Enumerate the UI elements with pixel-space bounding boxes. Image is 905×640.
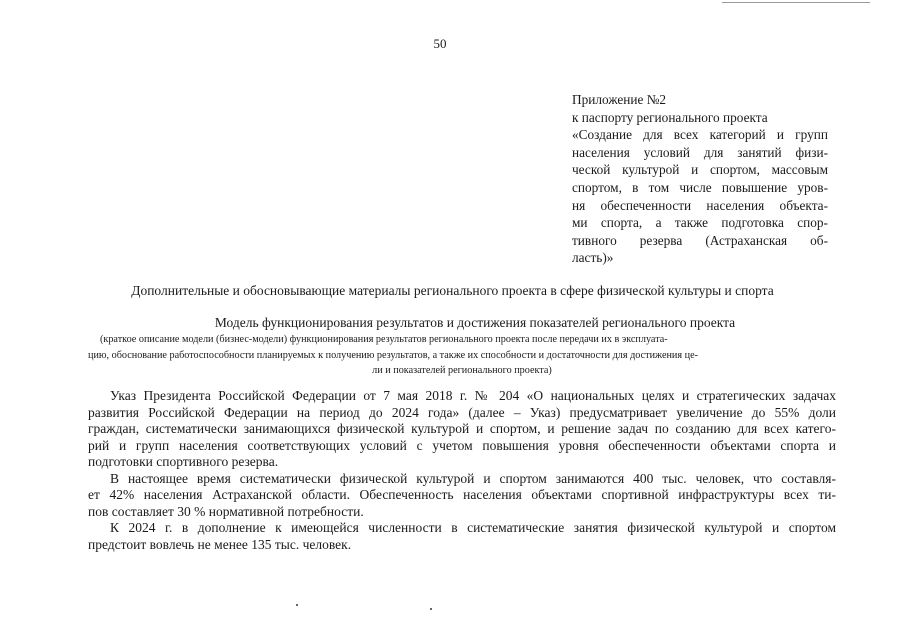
paragraph	[88, 520, 836, 553]
top-edge-line	[722, 2, 870, 3]
model-title: Модель функционирования результатов и достижения показателей регионального проекта	[214, 315, 736, 330]
appendix-line: ми спорта, а также подготовка спор-	[572, 215, 828, 231]
paragraph-line: граждан, систематически занимающихся физической культурой и спортом, и решение задач по созданию для всех катего-	[88, 421, 836, 436]
paragraph-line: предстоит вовлечь не менее 135 тыс. человек.	[88, 536, 352, 552]
paragraph	[88, 388, 836, 471]
appendix-line: спортом, в том числе повышение уров-	[572, 179, 828, 195]
appendix-line: тивного резерва (Астраханская об-	[572, 232, 828, 248]
paragraph-line: подготовки спортивного резерва.	[88, 454, 279, 469]
paragraph	[88, 471, 836, 521]
appendix-line: населения условий для занятий физи-	[572, 144, 828, 160]
section-title: Дополнительные и обосновывающие материалы регионального проекта в сфере физической культуры и спорта	[131, 283, 774, 298]
appendix-line: ласть)»	[572, 250, 614, 266]
model-description-line: цию, обоснование работоспособности планируемых к получению результатов, а также их способности и достаточности для достижения це-	[88, 349, 698, 361]
paragraph-line: К 2024 г. в дополнение к имеющейся численности в систематические занятия физической культурой и спортом	[110, 520, 836, 535]
model-description-line: ли и показателей регионального проекта)	[372, 365, 552, 376]
appendix-line: «Создание для всех категорий и групп	[572, 127, 828, 143]
appendix-line: к паспорту регионального проекта	[572, 109, 768, 125]
paragraph-line: рий и групп населения соответствующих условий с учетом повышения уровня обеспеченности объектами спорта и	[88, 437, 836, 453]
appendix-line: ческой культурой и спортом, массовым	[572, 162, 828, 178]
paragraph-line: Указ Президента Российской Федерации от 7 мая 2018 г. № 204 «О национальных целях и стратегических задачах	[110, 388, 836, 403]
paragraph-line: пов составляет 30 % нормативной потребности.	[88, 503, 364, 519]
model-description	[88, 332, 836, 379]
scan-speck	[430, 608, 432, 610]
appendix-line: ня обеспеченности населения объекта-	[572, 197, 828, 213]
appendix-line: Приложение №2	[572, 92, 667, 107]
paragraph-line: ет 42% населения Астраханской области. Обеспеченность населения объектами спортивной инфраструктуры всех ти-	[88, 487, 836, 502]
scan-speck	[296, 604, 298, 606]
body-text	[88, 388, 836, 553]
model-description-line: (краткое описание модели (бизнес-модели) функционирования результатов регионального проекта после передачи их в эксплуата-	[100, 334, 668, 345]
appendix-reference	[572, 91, 828, 267]
paragraph-line: развития Российской Федерации на период до 2024 года» (далее – Указ) предусматривает увеличение до 55% доли	[88, 404, 836, 420]
page-number: 50	[433, 36, 447, 51]
paragraph-line: В настоящее время систематически физической культурой и спортом занимаются 400 тыс. человек, что составля-	[110, 470, 836, 486]
